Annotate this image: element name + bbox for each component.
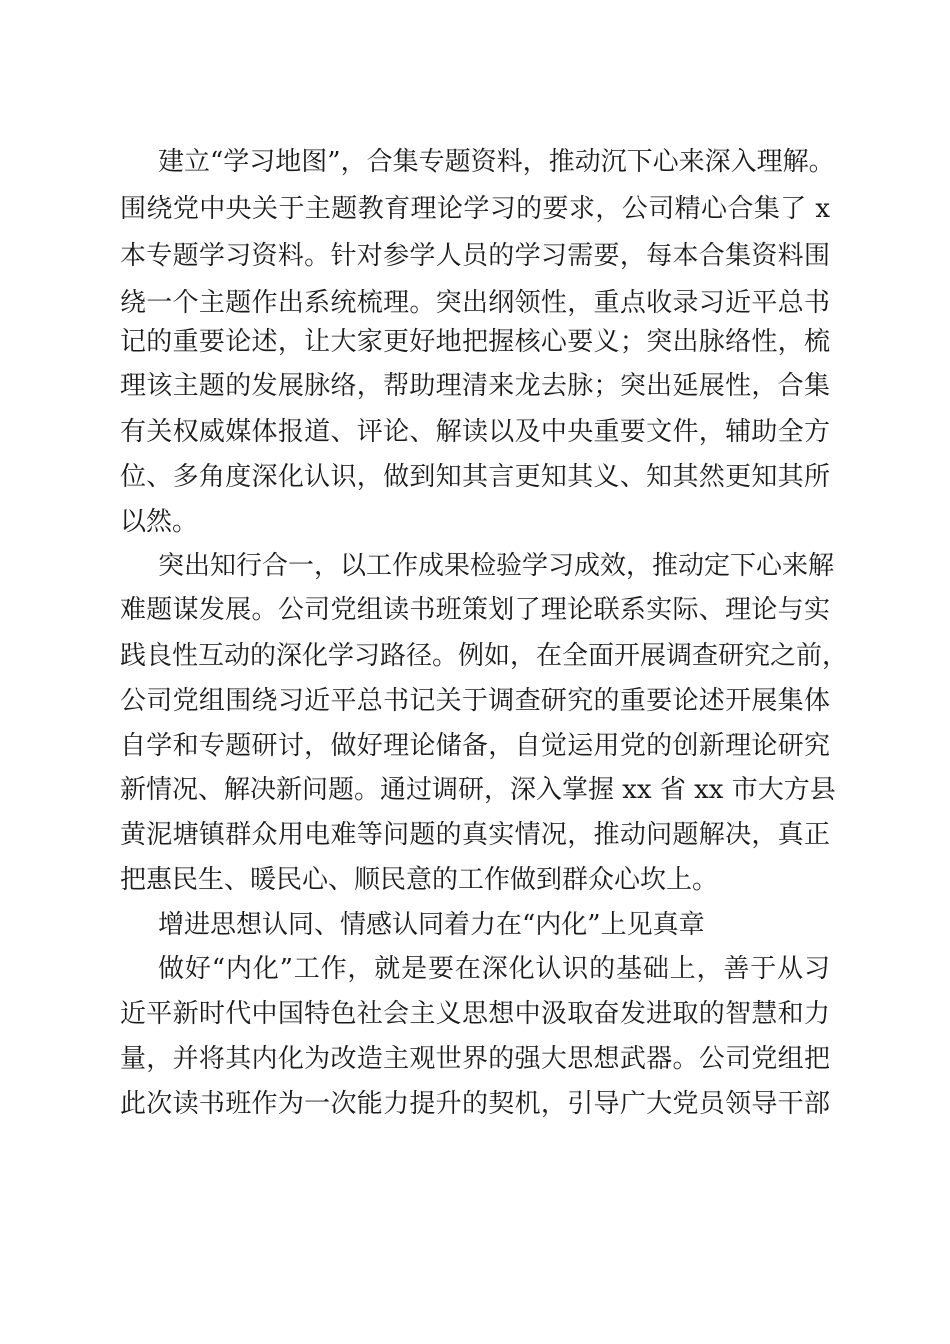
paragraph-2-line-3: 践良性互动的深化学习路径。例如，在全面开展调查研究之前， bbox=[120, 641, 849, 671]
paragraph-4-line-1: 做好“内化”工作，就是要在深化认识的基础上，善于从习 bbox=[158, 954, 830, 984]
paragraph-2-line-1: 突出知行合一，以工作成果检验学习成效，推动定下心来解 bbox=[158, 551, 835, 581]
paragraph-1-line-4: 绕一个主题作出系统梳理。突出纲领性，重点收录习近平总书 bbox=[120, 288, 830, 318]
section-heading: 增进思想认同、情感认同着力在“内化”上见真章 bbox=[158, 910, 705, 940]
paragraph-1-line-6: 理该主题的发展脉络，帮助理清来龙去脉；突出延展性，合集 bbox=[120, 371, 830, 401]
paragraph-1-line-8: 位、多角度深化认识，做到知其言更知其义、知其然更知其所 bbox=[120, 462, 830, 492]
paragraph-2-line-4: 公司党组围绕习近平总书记关于调查研究的重要论述开展集体 bbox=[120, 686, 830, 716]
paragraph-2-line-6: 新情况、解决新问题。通过调研，深入掌握 xx 省 xx 市大方县 bbox=[120, 775, 836, 805]
paragraph-2-line-5: 自学和专题研讨，做好理论储备，自觉运用党的创新理论研究 bbox=[120, 731, 830, 761]
paragraph-1-line-2: 围绕党中央关于主题教育理论学习的要求，公司精心合集了 x bbox=[120, 194, 830, 224]
paragraph-4-line-2: 近平新时代中国特色社会主义思想中汲取奋发进取的智慧和力 bbox=[120, 999, 830, 1029]
paragraph-4-line-4: 此次读书班作为一次能力提升的契机，引导广大党员领导干部 bbox=[120, 1089, 830, 1119]
paragraph-1-line-1: 建立“学习地图”，合集专题资料，推动沉下心来深入理解。 bbox=[158, 147, 835, 177]
paragraph-1-line-7: 有关权威媒体报道、评论、解读以及中央重要文件，辅助全方 bbox=[120, 417, 830, 447]
paragraph-1-line-3: 本专题学习资料。针对参学人员的学习需要，每本合集资料围 bbox=[120, 241, 830, 271]
paragraph-1-line-9: 以然。 bbox=[120, 507, 199, 537]
paragraph-2-line-8: 把惠民生、暖民心、顺民意的工作做到群众心坎上。 bbox=[120, 865, 719, 895]
paragraph-1-line-5: 记的重要论述，让大家更好地把握核心要义；突出脉络性，梳 bbox=[120, 327, 830, 357]
paragraph-4-line-3: 量，并将其内化为改造主观世界的强大思想武器。公司党组把 bbox=[120, 1044, 830, 1074]
paragraph-2-line-2: 难题谋发展。公司党组读书班策划了理论联系实际、理论与实 bbox=[120, 595, 830, 625]
paragraph-2-line-7: 黄泥塘镇群众用电难等问题的真实情况，推动问题解决，真正 bbox=[120, 820, 830, 850]
